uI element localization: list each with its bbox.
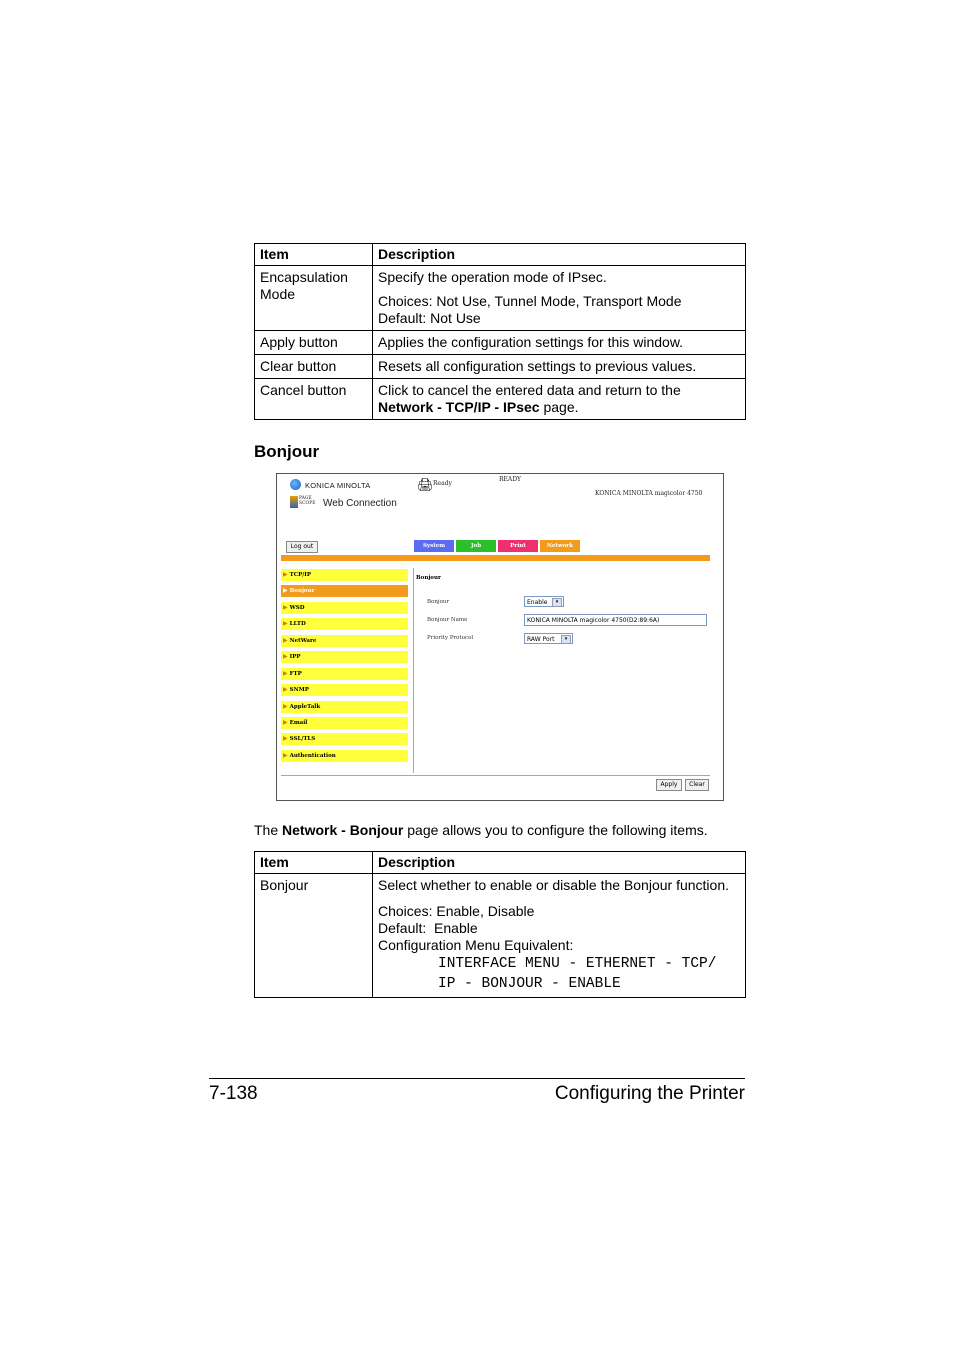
menu-item-appletalk[interactable]: ▶ AppleTalk [281,701,408,713]
arrow-right-icon: ▶ [283,620,288,627]
menu-path-line: IP - BONJOUR - ENABLE [438,976,621,992]
item-cell: Bonjour [255,874,373,998]
clear-button[interactable]: Clear [685,779,709,791]
priority-protocol-label: Priority Protocol [427,635,474,641]
arrow-right-icon: ▶ [283,670,288,677]
bonjour-name-label: Bonjour Name [427,617,468,623]
column-header-item: Item [255,244,373,266]
arrow-right-icon: ▶ [283,752,288,759]
arrow-right-icon: ▶ [283,653,288,660]
intro-paragraph: The Network - Bonjour page allows you to configure the following items. [254,822,708,838]
panel-title: Bonjour [416,575,441,581]
chevron-down-icon: ▾ [552,598,562,607]
status-text: READY [499,476,522,483]
description-cell [373,379,746,420]
description-line: Choices: Enable, Disable [378,903,535,919]
menu-item-netware[interactable]: ▶ NetWare [281,635,408,647]
web-connection-screenshot [276,473,724,801]
footer-divider [281,775,710,776]
bonjour-settings-table [254,851,746,998]
description-line: Configuration Menu Equivalent: [378,937,574,953]
table-row [255,266,746,331]
menu-item-snmp[interactable]: ▶ SNMP [281,684,408,696]
item-cell: Encapsulation Mode [255,266,373,331]
apply-button[interactable]: Apply [656,779,682,791]
section-heading: Bonjour [254,442,320,461]
arrow-right-icon: ▶ [283,637,288,644]
item-cell: Cancel button [255,379,373,420]
tab-job[interactable]: Job [456,540,496,552]
arrow-right-icon: ▶ [283,703,288,710]
menu-item-ftp[interactable]: ▶ FTP [281,668,408,680]
description-cell: Applies the configuration settings for this window. [373,331,746,355]
arrow-right-icon: ▶ [283,571,288,578]
brand-name: KONICA MINOLTA [305,481,371,490]
column-header-item: Item [255,852,373,874]
description-line: Select whether to enable or disable the Bonjour function. [378,877,730,893]
arrow-right-icon: ▶ [283,735,288,742]
web-connection-title: Web Connection [323,498,397,509]
table-row [255,874,746,998]
chevron-down-icon: ▾ [561,635,571,644]
tab-network[interactable]: Network [540,540,580,552]
description-line: Specify the operation mode of IPsec. [378,269,607,285]
item-cell: Apply button [255,331,373,355]
bonjour-label: Bonjour [427,599,450,605]
table-header-row [255,852,746,874]
printer-status: Ready [433,480,452,487]
table-row [255,331,746,355]
description-line [378,399,740,416]
arrow-right-icon: ▶ [283,719,288,726]
description-line: Default: Enable [378,920,478,936]
priority-protocol-select[interactable]: RAW Port ▾ [524,633,573,644]
menu-path: Network - TCP/IP - IPsec [378,399,540,415]
konica-minolta-logo-icon [290,479,301,490]
column-header-description: Description [373,852,746,874]
menu-item-email[interactable]: ▶ Email [281,717,408,729]
pagescope-logo-icon [290,496,298,508]
menu-item-ipp[interactable]: ▶ IPP [281,651,408,663]
footer-rule [209,1078,745,1079]
menu-item-ssltls[interactable]: ▶ SSL/TLS [281,733,408,745]
printer-model: KONICA MINOLTA magicolor 4750 [595,490,703,497]
printer-icon: 🖨 [417,477,434,492]
description-cell [373,266,746,331]
table-row [255,355,746,379]
tab-print[interactable]: Print [498,540,538,552]
menu-item-wsd[interactable]: ▶ WSD [281,602,408,614]
menu-item-tcpip[interactable]: ▶ TCP/IP [281,569,408,581]
table-header-row [255,244,746,266]
page-number: 7-138 [209,1083,258,1104]
chapter-title: Configuring the Printer [554,1083,745,1104]
menu-path: Network - Bonjour [282,822,404,838]
bonjour-name-input[interactable]: KONICA MINOLTA magicolor 4750(D2:89:6A) [524,614,707,626]
arrow-right-icon: ▶ [283,604,288,611]
tab-system[interactable]: System [414,540,454,552]
menu-item-bonjour[interactable]: ▶ Bonjour [281,585,408,597]
arrow-right-icon: ▶ [283,686,288,693]
table-row [255,379,746,420]
pagescope-label: PAGE SCOPE [299,496,316,506]
menu-item-lltd[interactable]: ▶ LLTD [281,618,408,630]
item-cell: Clear button [255,355,373,379]
bonjour-select[interactable]: Enable ▾ [524,596,564,607]
logout-button[interactable]: Log out [286,541,318,553]
arrow-right-icon: ▶ [283,587,288,594]
menu-item-authentication[interactable]: ▶ Authentication [281,750,408,762]
description-line: Choices: Not Use, Tunnel Mode, Transport Mode [378,293,682,309]
description-line: Click to cancel the entered data and return to the [378,382,681,398]
description-line: Default: Not Use [378,310,481,326]
description-text: page. [539,399,579,415]
sidebar-divider [413,568,414,773]
ipsec-settings-table [254,243,746,420]
header-divider [281,555,710,561]
description-cell: Resets all configuration settings to previous values. [373,355,746,379]
description-cell [373,874,746,998]
column-header-description: Description [373,244,746,266]
menu-path-line: INTERFACE MENU - ETHERNET - TCP/ [438,956,717,972]
